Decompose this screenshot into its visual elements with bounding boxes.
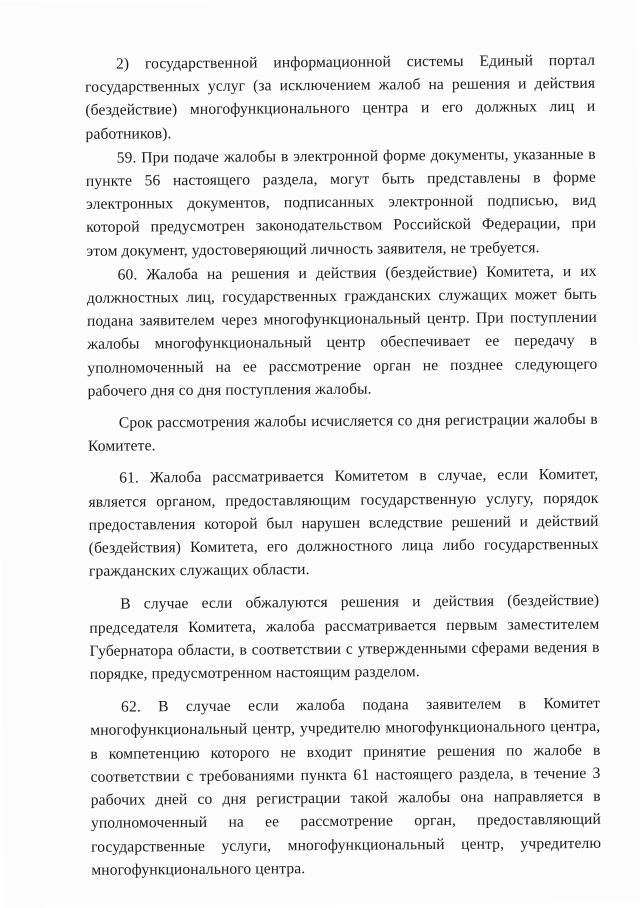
document-body [85, 49, 601, 882]
paragraph-61: 61. Жалоба рассматривается Комитетом в случае, если Комитет, является органом, предоставляющим государственную услугу, порядок предоставления которой был нарушен вследствие решений и действий (бездействия) Комитета, его должностного лица либо государственных гражданских служащих области. [88, 466, 599, 581]
paragraph-item-2: 2) государственной информационной системы Единый портал государственных услуг (за исключением жалоб на решения и действия (бездействие) многофункционального центра и его должных лиц и работников). [85, 51, 596, 143]
paragraph-complaint-term: Срок рассмотрения жалобы исчисляется со дня регистрации жалобы в Комитете. [87, 410, 598, 456]
paragraph-59: 59. При подаче жалобы в электронной форме документы, указанные в пункте 56 настоящего раздела, могут быть представлены в форме электронных документов, подписанных электронной подписью, вид которой предусмотрен законодательством Российской Федерации, при этом документ, удостоверяющий личность заявителя, не требуется. [85, 145, 597, 260]
paragraph-chairman-appeal: В случае если обжалуются решения и действия (бездействие) председателя Комитета, жалоба рассматривается первым заместителем Губернатора области, в соответствии с утвержденными сферами ведения в порядке, предусмотренном настоящим разделом. [89, 592, 600, 683]
paragraph-62: 62. В случае если жалоба подана заявителем в Комитет многофункциональный центр, учредителю многофункционального центра, в компетенцию которого не входит принятие решения по жалобе в соответствии с требованиями пункта 61 настоящего раздела, в течение 3 рабочих дней со дня регистрации такой жалобы она направляется в уполномоченный на ее рассмотрение орган, предоставляющий государственные услуги, многофункциональный центр, учредителю многофункционального центра. [90, 695, 602, 879]
paragraph-60: 60. Жалоба на решения и действия (бездействие) Комитета, и их должностных лиц, государственных гражданских служащих может быть подана заявителем через многофункциональный центр. При поступлении жалобы многофункциональный центр обеспечивает ее передачу в уполномоченный на ее рассмотрение орган не позднее следующего рабочего дня со дня поступления жалобы. [86, 262, 598, 400]
